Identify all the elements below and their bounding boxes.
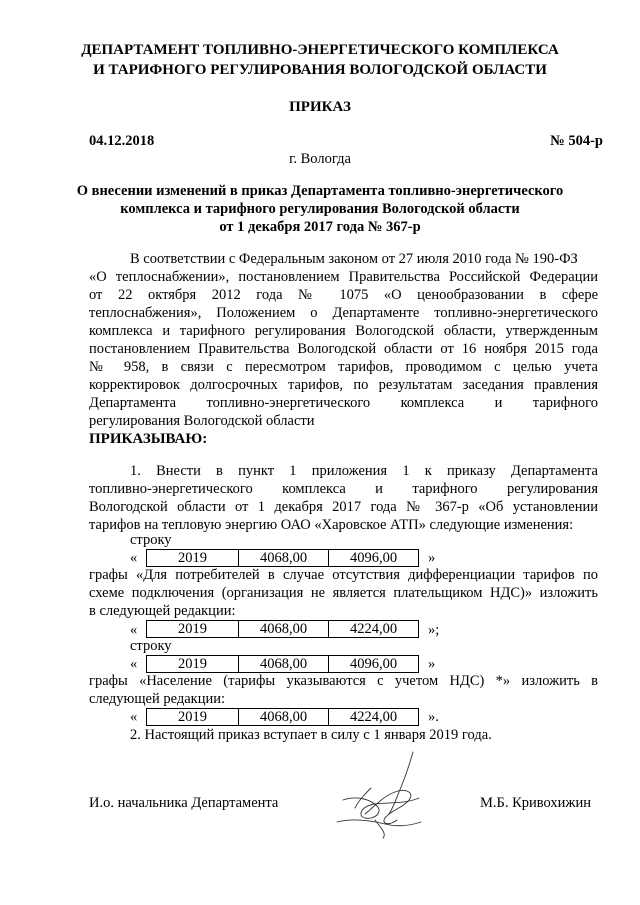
preamble-line: теплоснабжения», Положением о Департаменте топливно-энергетического — [89, 305, 598, 321]
graph1-line: в следующей редакции: — [89, 603, 236, 619]
org-name-line1: ДЕПАРТАМЕНТ ТОПЛИВНО-ЭНЕРГЕТИЧЕСКОГО КОМПЛЕКСА — [81, 42, 559, 58]
signatory-name: М.Б. Кривохижин — [480, 795, 591, 811]
item1-line: Вологодской области от 1 декабря 2017 года № 367-р «Об установлении — [89, 499, 598, 515]
preamble-line: постановлением Правительства Вологодской области от 16 ноября 2015 года — [89, 341, 598, 357]
doc-date: 04.12.2018 — [89, 133, 155, 149]
item1-line: тарифов на тепловую энергию ОАО «Харовское АТП» следующие изменения: — [89, 517, 574, 533]
preamble-line: регулирования Вологодской области — [89, 413, 315, 429]
quote-close: » — [428, 656, 436, 672]
quote-close: » — [428, 550, 436, 566]
handwritten-signature — [335, 748, 445, 840]
quote-open: « — [130, 622, 138, 638]
preamble-line: комплекса и тарифного регулирования Вологодской области, утвержденным — [89, 323, 598, 339]
preamble-line: № 958, в связи с пересмотром тарифов, проводимом с целью учета — [89, 359, 598, 375]
preamble-line: корректировок долгосрочных тарифов, по результатам заседания правления — [89, 377, 598, 393]
value-cell: 4068,00 — [239, 621, 329, 638]
title-line2: комплекса и тарифного регулирования Вологодской области — [120, 201, 520, 217]
year-cell: 2019 — [147, 656, 239, 673]
tariff-row-table — [146, 620, 419, 638]
graph2-line: графы «Население (тарифы указываются с учетом НДС) *» изложить в — [89, 673, 598, 689]
tariff-row-table — [146, 708, 419, 726]
item1-line: топливно-энергетического комплекса и тарифного регулирования — [89, 481, 598, 497]
item1-line: 1. Внести в пункт 1 приложения 1 к приказу Департамента — [130, 463, 598, 479]
row-label: строку — [130, 638, 172, 654]
value-cell: 4096,00 — [329, 656, 419, 673]
title-line1: О внесении изменений в приказ Департамента топливно-энергетического — [76, 183, 564, 199]
preamble-line: «О теплоснабжении», постановлением Правительства Российской Федерации — [89, 269, 598, 285]
quote-open: « — [130, 656, 138, 672]
preamble-line: Департамента топливно-энергетического комплекса и тарифного — [89, 395, 598, 411]
graph1-line: графы «Для потребителей в случае отсутствия дифференциации тарифов по — [89, 567, 598, 583]
value-cell: 4068,00 — [239, 709, 329, 726]
signatory-position: И.о. начальника Департамента — [89, 795, 279, 811]
row-label: строку — [130, 532, 172, 548]
graph1-line: схеме подключения (организация не является плательщиком НДС)» изложить — [89, 585, 598, 601]
graph2-line: следующей редакции: — [89, 691, 226, 707]
quote-open: « — [130, 709, 138, 725]
title-line3: от 1 декабря 2017 года № 367-р — [219, 219, 421, 235]
year-cell: 2019 — [147, 621, 239, 638]
quote-close: ». — [428, 709, 439, 725]
value-cell: 4224,00 — [329, 621, 419, 638]
tariff-row-table — [146, 655, 419, 673]
value-cell: 4068,00 — [239, 550, 329, 567]
tariff-row-table — [146, 549, 419, 567]
value-cell: 4068,00 — [239, 656, 329, 673]
item2-text: 2. Настоящий приказ вступает в силу с 1 января 2019 года. — [130, 727, 492, 743]
preamble-line: В соответствии с Федеральным законом от 27 июля 2010 года № 190-ФЗ — [130, 251, 578, 267]
quote-open: « — [130, 550, 138, 566]
year-cell: 2019 — [147, 550, 239, 567]
year-cell: 2019 — [147, 709, 239, 726]
org-name-line2: И ТАРИФНОГО РЕГУЛИРОВАНИЯ ВОЛОГОДСКОЙ ОБЛАСТИ — [93, 62, 547, 78]
order-word: ПРИКАЗЫВАЮ: — [89, 431, 208, 447]
doc-type: ПРИКАЗ — [289, 99, 351, 115]
quote-close: »; — [428, 622, 440, 638]
doc-city: г. Вологда — [289, 151, 351, 167]
value-cell: 4096,00 — [329, 550, 419, 567]
value-cell: 4224,00 — [329, 709, 419, 726]
preamble-line: от 22 октября 2012 года № 1075 «О ценообразовании в сфере — [89, 287, 598, 303]
doc-number: № 504-р — [550, 133, 603, 149]
